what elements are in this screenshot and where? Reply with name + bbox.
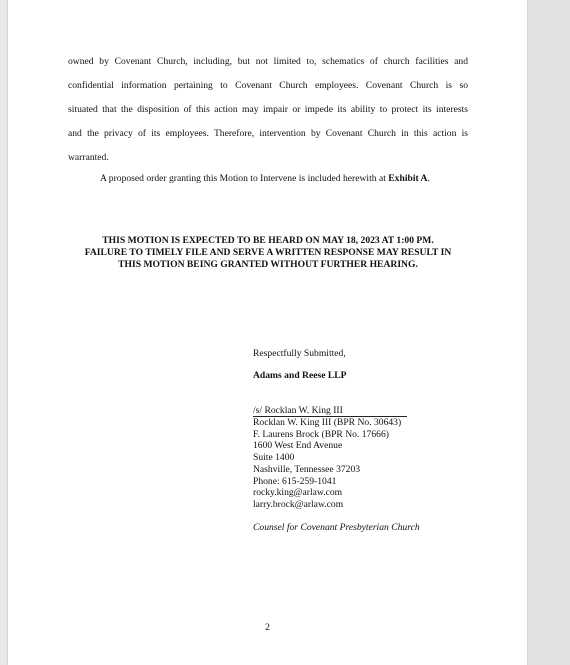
signature-line: /s/ Rocklan W. King III	[253, 405, 407, 417]
address-line: 1600 West End Avenue	[253, 440, 343, 452]
paragraph-line: situated that the disposition of this action may impair or impede its ability to protect its interests	[68, 104, 468, 115]
scrollbar-track[interactable]	[529, 0, 570, 665]
paragraph-line: warranted.	[68, 152, 109, 163]
address-line: Rocklan W. King III (BPR No. 30643)	[253, 417, 402, 428]
page-number: 2	[265, 622, 270, 633]
counsel-designation: Counsel for Covenant Presbyterian Church	[253, 521, 420, 533]
address-line: Phone: 615-259-1041	[253, 475, 337, 487]
exhibit-reference: Exhibit A	[388, 173, 428, 184]
signature-block	[253, 348, 493, 534]
email-line: larry.brock@arlaw.com	[253, 498, 344, 510]
attorney-address	[253, 417, 493, 511]
address-line: Suite 1400	[253, 452, 295, 464]
paragraph-line: confidential information pertaining to Covenant Church employees. Covenant Church is so	[68, 80, 468, 91]
notice-line: THIS MOTION BEING GRANTED WITHOUT FURTHER HEARING.	[118, 259, 418, 270]
paragraph-line: owned by Covenant Church, including, but not limited to, schematics of church facilities and	[68, 56, 468, 67]
address-line: F. Laurens Brock (BPR No. 17666)	[253, 428, 389, 440]
notice-line: FAILURE TO TIMELY FILE AND SERVE A WRITTEN RESPONSE MAY RESULT IN	[84, 247, 452, 258]
respectfully-submitted: Respectfully Submitted,	[253, 348, 346, 359]
paragraph-line: and the privacy of its employees. Therefore, intervention by Covenant Church in this action is	[68, 128, 468, 139]
proposed-order-text: A proposed order granting this Motion to Intervene is included herewith at	[100, 173, 389, 184]
proposed-order-sentence	[100, 172, 500, 186]
email-line: rocky.king@arlaw.com	[253, 487, 343, 499]
body-paragraph	[68, 50, 468, 170]
firm-name: Adams and Reese LLP	[253, 370, 347, 381]
document-page	[8, 0, 527, 665]
proposed-order-end: .	[427, 173, 430, 184]
address-line: Nashville, Tennessee 37203	[253, 463, 361, 475]
notice-line: THIS MOTION IS EXPECTED TO BE HEARD ON MAY 18, 2023 AT 1:00 PM.	[102, 235, 434, 246]
hearing-notice	[48, 235, 488, 271]
